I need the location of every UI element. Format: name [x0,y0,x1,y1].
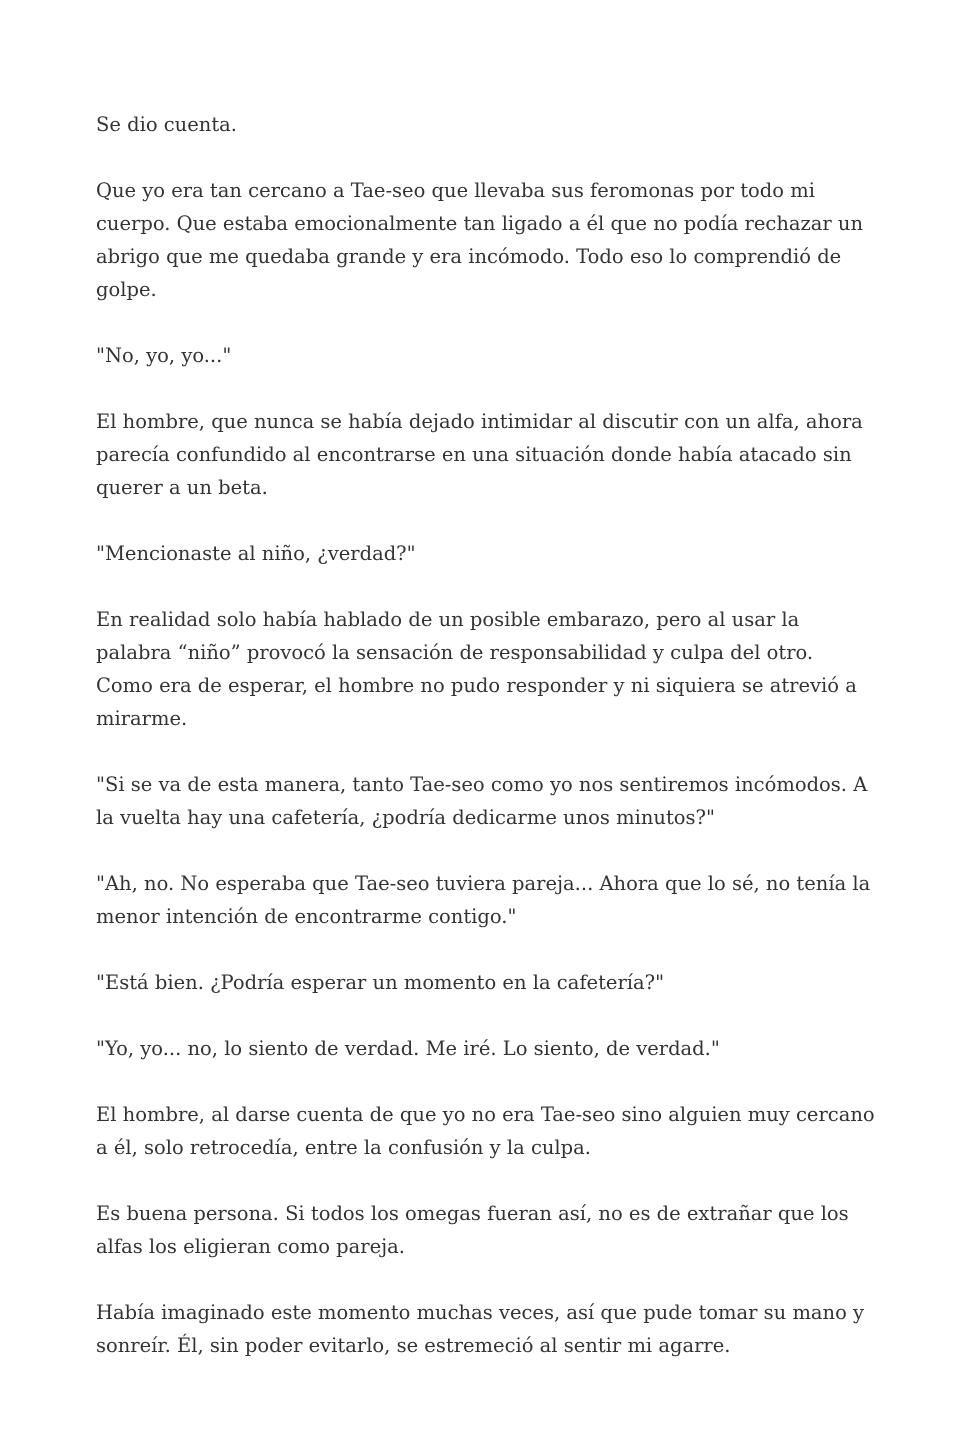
paragraph: En realidad solo había hablado de un posible embarazo, pero al usar la palabra “niño” provocó la sensación de responsabilidad y culpa del otro. Como era de esperar, el hombre no pudo responder y ni siquiera se atrevió a mirarme. [96,608,857,730]
paragraph: Se dio cuenta. [96,113,237,136]
paragraph: Había imaginado este momento muchas veces, así que pude tomar su mano y sonreír. Él, sin poder evitarlo, se estremeció al sentir mi agarre. [96,1301,865,1357]
paragraph: Es buena persona. Si todos los omegas fueran así, no es de extrañar que los alfas los eligieran como pareja. [96,1202,849,1258]
paragraph: "Si se va de esta manera, tanto Tae-seo como yo nos sentiremos incómodos. A la vuelta hay una cafetería, ¿podría dedicarme unos minutos?" [96,773,868,829]
paragraph: "No, yo, yo..." [96,344,232,367]
paragraph: El hombre, al darse cuenta de que yo no era Tae-seo sino alguien muy cercano a él, solo retrocedía, entre la confusión y la culpa. [96,1103,875,1159]
reading-page [96,108,876,1395]
paragraph: "Yo, yo... no, lo siento de verdad. Me iré. Lo siento, de verdad." [96,1037,720,1060]
paragraph: "Ah, no. No esperaba que Tae-seo tuviera pareja... Ahora que lo sé, no tenía la menor intención de encontrarme contigo." [96,872,871,928]
paragraph: "Está bien. ¿Podría esperar un momento en la cafetería?" [96,971,665,994]
paragraph: El hombre, que nunca se había dejado intimidar al discutir con un alfa, ahora parecía confundido al encontrarse en una situación donde había atacado sin querer a un beta. [96,410,863,499]
paragraph: Que yo era tan cercano a Tae-seo que llevaba sus feromonas por todo mi cuerpo. Que estaba emocionalmente tan ligado a él que no podía rechazar un abrigo que me quedaba grande y era incómodo. Todo eso lo comprendió de golpe. [96,179,864,301]
paragraph: "Mencionaste al niño, ¿verdad?" [96,542,416,565]
